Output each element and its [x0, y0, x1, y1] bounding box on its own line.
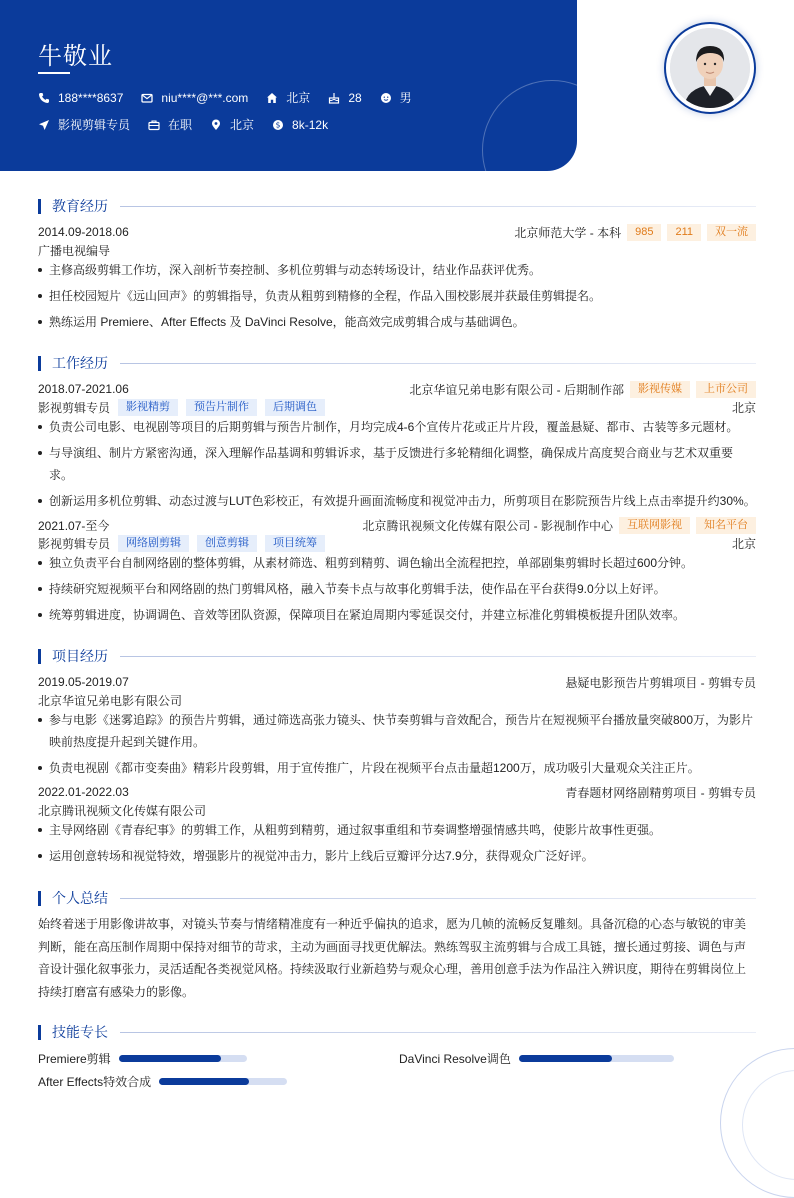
decorative-ring — [482, 80, 577, 171]
section-education — [38, 196, 756, 216]
project-header-row — [38, 673, 756, 691]
age-item: 28 — [328, 91, 361, 105]
candidate-name: 牛敬业 — [38, 43, 113, 70]
bullet-dot — [38, 854, 42, 858]
money-icon — [272, 119, 284, 131]
section-summary — [38, 888, 756, 908]
list-item: 熟练运用 Premiere、After Effects 及 DaVinci Resolve，能高效完成剪辑合成与基础调色。 — [38, 311, 756, 333]
section-title-skills: 技能专长 — [52, 1024, 108, 1040]
skill-tag: 网络剧剪辑 — [118, 535, 189, 552]
bullet-dot — [38, 320, 42, 324]
section-divider — [120, 1032, 756, 1033]
section-divider — [120, 898, 756, 899]
education-school-group — [514, 224, 756, 241]
avatar-frame — [664, 22, 756, 114]
work-role-row — [38, 534, 756, 552]
project-company-row — [38, 801, 756, 819]
skill-track — [119, 1055, 247, 1062]
skill-tag: 项目统筹 — [265, 535, 325, 552]
section-bar — [38, 356, 41, 371]
education-major-row — [38, 241, 756, 259]
school-tag: 211 — [667, 224, 701, 241]
project-company-row — [38, 691, 756, 709]
skill-fill — [119, 1055, 221, 1062]
work-period: 2018.07-2021.06 — [38, 382, 129, 396]
work-company: 北京华谊兄弟电影有限公司 - 后期制作部 — [409, 382, 624, 397]
skill-name: Premiere剪辑 — [38, 1052, 111, 1066]
section-divider — [120, 656, 756, 657]
education-major: 广播电视编导 — [38, 243, 111, 258]
education-school: 北京师范大学 - 本科 — [514, 225, 622, 240]
bullet-dot — [38, 425, 42, 429]
skill-fill — [519, 1055, 612, 1062]
project-header-row — [38, 783, 756, 801]
status-item: 在职 — [148, 116, 192, 133]
work-period: 2021.07-至今 — [38, 518, 110, 533]
company-tag: 上市公司 — [696, 381, 756, 398]
skill-item — [38, 1073, 287, 1090]
job-intent-row — [38, 116, 346, 133]
phone-icon — [38, 92, 50, 104]
skill-tag: 创意剪辑 — [197, 535, 257, 552]
work-company-group — [362, 517, 756, 534]
skill-tag: 影视精剪 — [118, 399, 178, 416]
skill-tag: 后期调色 — [265, 399, 325, 416]
project-company: 北京腾讯视频文化传媒有限公司 — [38, 803, 207, 818]
company-tag: 互联网影视 — [619, 517, 690, 534]
work-role-row — [38, 398, 756, 416]
list-item: 负责电视剧《都市变奏曲》精彩片段剪辑，用于宣传推广，片段在视频平台点击量超1200万，成功吸引大量观众关注正片。 — [38, 757, 756, 779]
project-period: 2022.01-2022.03 — [38, 785, 129, 799]
work-role-group — [38, 535, 325, 552]
project-title: 悬疑电影预告片剪辑项目 - 剪辑专员 — [565, 675, 756, 690]
work-company: 北京腾讯视频文化传媒有限公司 - 影视制作中心 — [362, 518, 613, 533]
section-bar — [38, 199, 41, 214]
skill-item — [399, 1050, 674, 1067]
header-banner — [0, 0, 577, 171]
skill-item — [38, 1050, 247, 1067]
bullet-dot — [38, 561, 42, 565]
work-city: 北京 — [731, 400, 756, 415]
summary-text: 始终着迷于用影像讲故事，对镜头节奏与情绪精准度有一种近乎偏执的追求，愿为几帧的流畅反复雕刻。具备沉稳的心态与敏锐的审美判断，能在高压制作周期中保持对细节的苛求，主动为画面寻找更优解法。熟练驾驭主流剪辑与合成工具链，擅长通过剪接、调色与声音设计强化叙事张力，灵活适配各类视觉风格。持续汲取行业新趋势与观众心理，善用创意手法为作品注入辨识度，期待在剪辑岗位上持续打磨富有感染力的影像。 — [38, 917, 747, 999]
location-pin-icon — [210, 119, 222, 131]
send-icon — [38, 119, 50, 131]
project-period: 2019.05-2019.07 — [38, 675, 129, 689]
list-item: 持续研究短视频平台和网络剧的热门剪辑风格，融入节奏卡点与故事化剪辑手法，使作品在平台获得9.0分以上好评。 — [38, 578, 756, 600]
list-item: 独立负责平台自制网络剧的整体剪辑，从素材筛选、粗剪到精剪、调色输出全流程把控，单部剧集剪辑时长超过600分钟。 — [38, 552, 756, 574]
project-company: 北京华谊兄弟电影有限公司 — [38, 693, 183, 708]
section-projects — [38, 646, 756, 666]
avatar — [670, 28, 750, 108]
section-divider — [120, 206, 756, 207]
target-position-item: 影视剪辑专员 — [38, 116, 130, 133]
gender-icon — [380, 92, 392, 104]
salary-item: $ 8k-12k — [272, 118, 328, 132]
contact-row — [38, 89, 430, 106]
target-city-item: 北京 — [210, 116, 254, 133]
list-item: 负责公司电影、电视剧等项目的后期剪辑与预告片制作，月均完成4-6个宣传片花或正片片段，覆盖悬疑、都市、古装等多元题材。 — [38, 416, 756, 438]
list-item: 参与电影《迷雾追踪》的预告片剪辑，通过筛选高张力镜头、快节奏剪辑与音效配合，预告片在短视频平台播放量突破800万，为影片映前热度提升起到关键作用。 — [38, 709, 756, 753]
bullet-dot — [38, 294, 42, 298]
name-underline — [38, 72, 70, 74]
bullet-dot — [38, 613, 42, 617]
bullet-dot — [38, 828, 42, 832]
bullet-dot — [38, 766, 42, 770]
svg-text:$: $ — [275, 120, 281, 130]
list-item: 主导网络剧《青春纪事》的剪辑工作，从粗剪到精剪，通过叙事重组和节奏调整增强情感共鸣，使影片故事性更强。 — [38, 819, 756, 841]
section-skills — [38, 1022, 756, 1042]
section-bar — [38, 649, 41, 664]
work-company-group — [409, 381, 756, 398]
work-role: 影视剪辑专员 — [38, 536, 111, 551]
skill-fill — [159, 1078, 249, 1085]
skill-track — [159, 1078, 287, 1085]
section-divider — [120, 363, 756, 364]
skill-track — [519, 1055, 674, 1062]
phone-item: 188****8637 — [38, 91, 123, 105]
section-title-work: 工作经历 — [52, 355, 108, 371]
section-title-projects: 项目经历 — [52, 648, 108, 664]
list-item: 创新运用多机位剪辑、动态过渡与LUT色彩校正，有效提升画面流畅度和视觉冲击力，所剪项目在影院预告片线上点击率提升约30%。 — [38, 490, 756, 512]
home-icon — [266, 92, 278, 104]
hometown-item: 北京 — [266, 89, 310, 106]
briefcase-icon — [148, 119, 160, 131]
list-item: 运用创意转场和视觉特效，增强影片的视觉冲击力，影片上线后豆瓣评分达7.9分，获得观众广泛好评。 — [38, 845, 756, 867]
work-city: 北京 — [731, 536, 756, 551]
list-item: 担任校园短片《远山回声》的剪辑指导，负责从粗剪到精修的全程，作品入围校影展并获最佳剪辑提名。 — [38, 285, 756, 307]
bullet-dot — [38, 587, 42, 591]
education-period: 2014.09-2018.06 — [38, 225, 129, 239]
work-role: 影视剪辑专员 — [38, 400, 111, 415]
company-tag: 知名平台 — [696, 517, 756, 534]
project-title: 青春题材网络剧精剪项目 - 剪辑专员 — [565, 785, 756, 800]
list-item: 统筹剪辑进度，协调调色、音效等团队资源，保障项目在紧迫周期内零延误交付，并建立标准化剪辑模板提升团队效率。 — [38, 604, 756, 626]
section-bar — [38, 1025, 41, 1040]
cake-icon — [328, 92, 340, 104]
bullet-dot — [38, 451, 42, 455]
section-bar — [38, 891, 41, 906]
bullet-dot — [38, 268, 42, 272]
work-header-row — [38, 380, 756, 398]
company-tag: 影视传媒 — [630, 381, 690, 398]
gender-item: 男 — [380, 89, 412, 106]
list-item: 与导演组、制片方紧密沟通，深入理解作品基调和剪辑诉求，基于反馈进行多轮精细化调整，确保成片高度契合商业与艺术双重要求。 — [38, 442, 756, 486]
section-title-summary: 个人总结 — [52, 890, 108, 906]
email-item: niu****@***.com — [141, 91, 248, 105]
skill-name: DaVinci Resolve调色 — [399, 1052, 511, 1066]
work-role-group — [38, 399, 325, 416]
section-work — [38, 353, 756, 373]
bullet-dot — [38, 718, 42, 722]
bullet-dot — [38, 499, 42, 503]
skill-name: After Effects特效合成 — [38, 1075, 152, 1089]
skill-tag: 预告片制作 — [186, 399, 257, 416]
education-header-row — [38, 223, 756, 241]
mail-icon — [141, 92, 153, 104]
school-tag: 双一流 — [707, 224, 756, 241]
list-item: 主修高级剪辑工作坊，深入剖析节奏控制、多机位剪辑与动态转场设计，结业作品获评优秀。 — [38, 259, 756, 281]
work-header-row — [38, 516, 756, 534]
school-tag: 985 — [627, 224, 661, 241]
section-title-education: 教育经历 — [52, 198, 108, 214]
